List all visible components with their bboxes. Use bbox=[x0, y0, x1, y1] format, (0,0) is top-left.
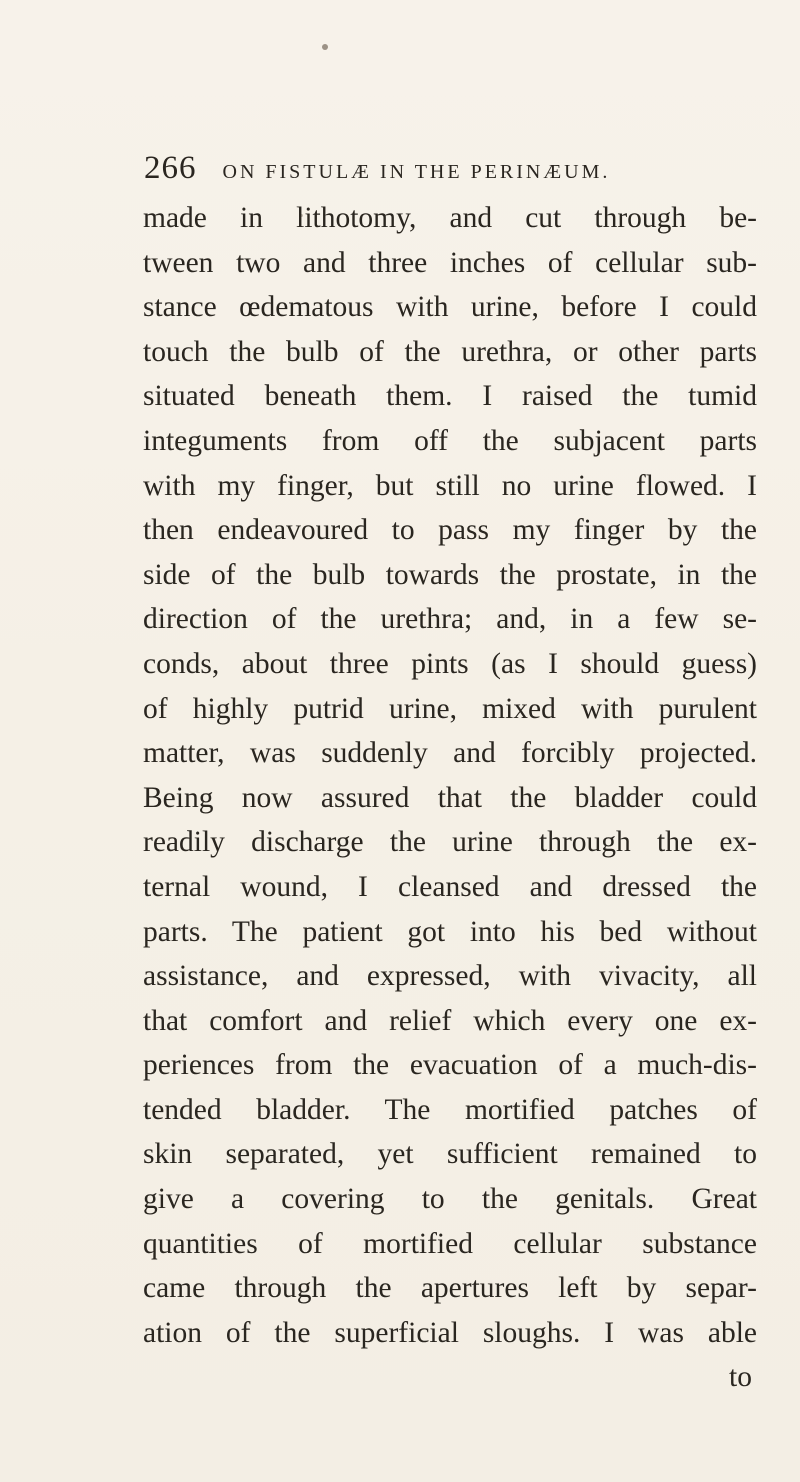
text-line: made in lithotomy, and cut through be- bbox=[143, 202, 757, 234]
text-line: periences from the evacuation of a much-dis- bbox=[143, 1049, 757, 1082]
text-line: parts. The patient got into his bed without bbox=[143, 915, 757, 948]
text-line: stance œdematous with urine, before I could bbox=[143, 291, 757, 324]
text-line: give a covering to the genitals. Great bbox=[143, 1183, 757, 1216]
text-line: assistance, and expressed, with vivacity, all bbox=[143, 960, 757, 993]
text-line: quantities of mortified cellular substance bbox=[143, 1227, 757, 1260]
page-number: 266 bbox=[144, 150, 197, 186]
text-line: tween two and three inches of cellular sub- bbox=[143, 246, 757, 279]
body-text bbox=[143, 196, 757, 1400]
text-line: direction of the urethra; and, in a few se- bbox=[143, 603, 757, 636]
text-line: side of the bulb towards the prostate, in the bbox=[143, 558, 757, 591]
text-line: ation of the superficial sloughs. I was able bbox=[143, 1316, 757, 1349]
text-line: came through the apertures left by separ- bbox=[143, 1272, 757, 1305]
page-header bbox=[144, 150, 764, 187]
text-line: then endeavoured to pass my finger by the bbox=[143, 514, 757, 547]
text-line: with my finger, but still no urine flowed. I bbox=[143, 469, 757, 502]
running-head: ON FISTULÆ IN THE PERINÆUM. bbox=[222, 161, 611, 183]
text-line: that comfort and relief which every one ex- bbox=[143, 1004, 757, 1037]
text-line: conds, about three pints (as I should guess) bbox=[143, 647, 757, 680]
text-line: situated beneath them. I raised the tumid bbox=[143, 380, 757, 413]
catchword: to bbox=[729, 1361, 752, 1394]
text-line: tended bladder. The mortified patches of bbox=[143, 1093, 757, 1126]
text-line: matter, was suddenly and forcibly projected. bbox=[143, 737, 757, 770]
text-line: ternal wound, I cleansed and dressed the bbox=[143, 870, 757, 903]
text-line: integuments from off the subjacent parts bbox=[143, 424, 757, 457]
text-line: skin separated, yet sufficient remained to bbox=[143, 1138, 757, 1171]
text-line: touch the bulb of the urethra, or other parts bbox=[143, 335, 757, 368]
text-line: readily discharge the urine through the ex- bbox=[143, 826, 757, 859]
text-line: of highly putrid urine, mixed with purulent bbox=[143, 692, 757, 725]
text-line: Being now assured that the bladder could bbox=[143, 781, 757, 814]
ink-speck bbox=[322, 44, 328, 50]
